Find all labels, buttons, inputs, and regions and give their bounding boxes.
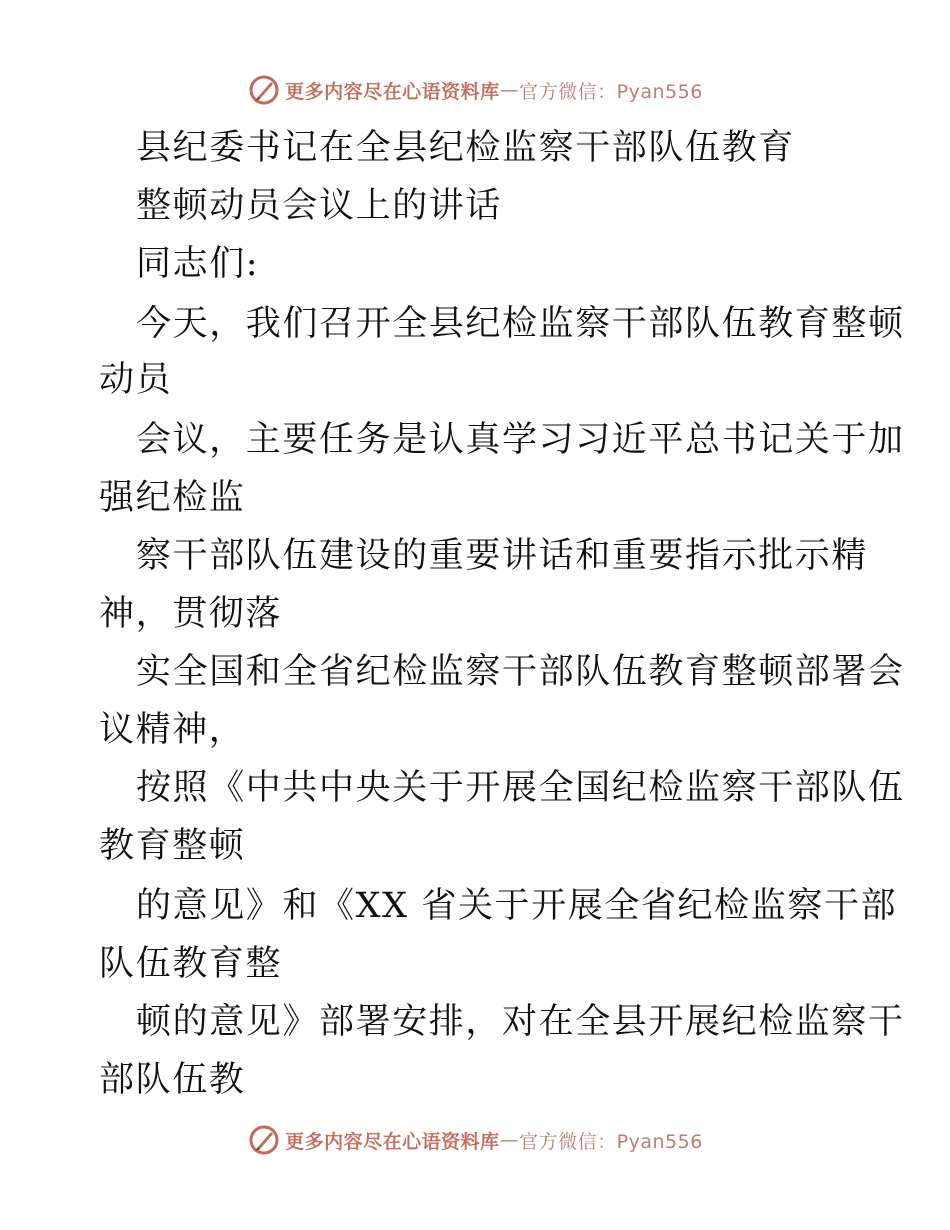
text-line: 神，贯彻落 <box>99 594 283 634</box>
text-line: 动员 <box>99 360 173 400</box>
watermark-separator: — <box>499 1129 520 1151</box>
text-line: 教育整顿 <box>99 826 246 866</box>
watermark-separator: — <box>499 79 520 101</box>
text-line: 今天，我们召开全县纪检监察干部队伍教育整顿 <box>136 304 905 344</box>
salutation: 同志们: <box>136 244 260 284</box>
text-line: 会议，主要任务是认真学习习近平总书记关于加 <box>136 420 905 460</box>
quill-pen-logo-icon <box>247 1123 281 1157</box>
watermark-wechat-text: 官方微信：Pyan556 <box>519 80 703 103</box>
quill-pen-logo-icon <box>247 73 281 107</box>
text-line: 强纪检监 <box>99 478 246 518</box>
document-title-line-2: 整顿动员会议上的讲话 <box>136 186 503 226</box>
text-line: 议精神， <box>99 710 246 750</box>
document-title-line-1: 县纪委书记在全县纪检监察干部队伍教育 <box>136 128 795 168</box>
text-line: 按照《中共中央关于开展全国纪检监察干部队伍 <box>136 768 905 808</box>
watermark-main-text: 更多内容尽在心语资料库 <box>285 1130 500 1153</box>
footer-watermark <box>0 1120 950 1160</box>
text-line: 部队伍教 <box>99 1060 246 1100</box>
header-watermark <box>0 70 950 110</box>
text-line: 顿的意见》部署安排，对在全县开展纪检监察干 <box>136 1002 905 1042</box>
watermark-main-text: 更多内容尽在心语资料库 <box>285 80 500 103</box>
text-line: 队伍教育整 <box>99 944 283 984</box>
text-line: 的意见》和《XX 省关于开展全省纪检监察干部 <box>136 886 898 926</box>
watermark-wechat-text: 官方微信：Pyan556 <box>519 1130 703 1153</box>
text-line: 察干部队伍建设的重要讲话和重要指示批示精 <box>136 536 869 576</box>
text-line: 实全国和全省纪检监察干部队伍教育整顿部署会 <box>136 652 905 692</box>
